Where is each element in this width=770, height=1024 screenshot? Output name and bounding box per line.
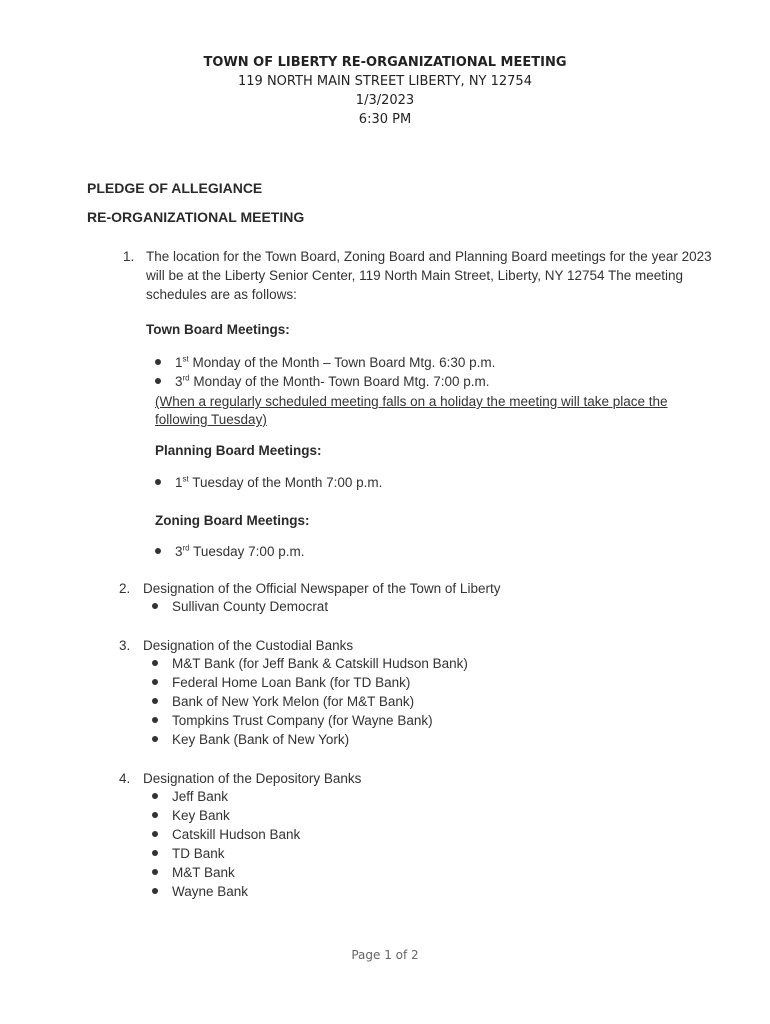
item-4-text: Designation of the Depository Banks — [143, 771, 362, 786]
item-4-number: 4. — [119, 771, 131, 786]
pledge-heading: PLEDGE OF ALLEGIANCE — [87, 180, 263, 196]
bullet-icon — [152, 831, 158, 837]
item-3-number: 3. — [119, 638, 131, 653]
depository-bank-item: Catskill Hudson Bank — [152, 827, 300, 842]
item-2-number: 2. — [119, 581, 131, 596]
page-number: Page 1 of 2 — [351, 948, 419, 962]
depository-bank-item: M&T Bank — [152, 865, 235, 880]
item-2-text: Designation of the Official Newspaper of the Town of Liberty — [143, 581, 501, 596]
zoning-board-heading: Zoning Board Meetings: — [155, 513, 310, 528]
item-1-number: 1. — [123, 249, 135, 264]
bullet-icon — [155, 548, 161, 554]
depository-bank-item: Wayne Bank — [152, 884, 248, 899]
bullet-icon — [152, 869, 158, 875]
item-1-line-1: The location for the Town Board, Zoning Board and Planning Board meetings for the year 2023 — [146, 249, 712, 264]
bullet-icon — [152, 736, 158, 742]
custodial-bank-item: M&T Bank (for Jeff Bank & Catskill Hudson Bank) — [152, 656, 468, 671]
depository-bank-item: TD Bank — [152, 846, 225, 861]
town-board-bullet-1: 1st Monday of the Month – Town Board Mtg. 6:30 p.m. — [155, 355, 495, 370]
item-3-text: Designation of the Custodial Banks — [143, 638, 354, 653]
bullet-icon — [152, 888, 158, 894]
meeting-time: 6:30 PM — [358, 112, 412, 127]
document-header — [0, 53, 770, 129]
bullet-icon — [155, 479, 161, 485]
bullet-icon — [152, 660, 158, 666]
depository-bank-item: Key Bank — [152, 808, 230, 823]
depository-bank-item: Jeff Bank — [152, 789, 228, 804]
reorg-heading: RE-ORGANIZATIONAL MEETING — [87, 209, 305, 225]
holiday-note-line-2: following Tuesday) — [155, 412, 267, 427]
item-1-line-3: schedules are as follows: — [146, 287, 297, 302]
bullet-icon — [152, 603, 158, 609]
bullet-icon — [155, 378, 161, 384]
bullet-icon — [152, 679, 158, 685]
bullet-icon — [152, 812, 158, 818]
bullet-icon — [152, 698, 158, 704]
town-board-bullet-2: 3rd Monday of the Month- Town Board Mtg. 7:00 p.m. — [155, 374, 490, 389]
bullet-icon — [152, 717, 158, 723]
zoning-board-bullet-1: 3rd Tuesday 7:00 p.m. — [155, 544, 304, 559]
planning-board-heading: Planning Board Meetings: — [155, 443, 322, 458]
custodial-bank-item: Tompkins Trust Company (for Wayne Bank) — [152, 713, 433, 728]
custodial-bank-item: Bank of New York Melon (for M&T Bank) — [152, 694, 414, 709]
holiday-note-line-1: (When a regularly scheduled meeting falls on a holiday the meeting will take place the — [155, 394, 668, 409]
bullet-icon — [155, 359, 161, 365]
custodial-bank-item: Federal Home Loan Bank (for TD Bank) — [152, 675, 410, 690]
planning-board-bullet-1: 1st Tuesday of the Month 7:00 p.m. — [155, 475, 382, 490]
town-board-heading: Town Board Meetings: — [146, 322, 290, 337]
custodial-bank-item: Key Bank (Bank of New York) — [152, 732, 349, 747]
meeting-date: 1/3/2023 — [355, 93, 415, 108]
newspaper-bullet: Sullivan County Democrat — [152, 599, 328, 614]
meeting-title: TOWN OF LIBERTY RE-ORGANIZATIONAL MEETING — [203, 55, 567, 70]
item-1-line-2: will be at the Liberty Senior Center, 119 North Main Street, Liberty, NY 12754 The meeting — [146, 268, 684, 283]
meeting-address: 119 NORTH MAIN STREET LIBERTY, NY 12754 — [238, 74, 532, 89]
bullet-icon — [152, 793, 158, 799]
bullet-icon — [152, 850, 158, 856]
